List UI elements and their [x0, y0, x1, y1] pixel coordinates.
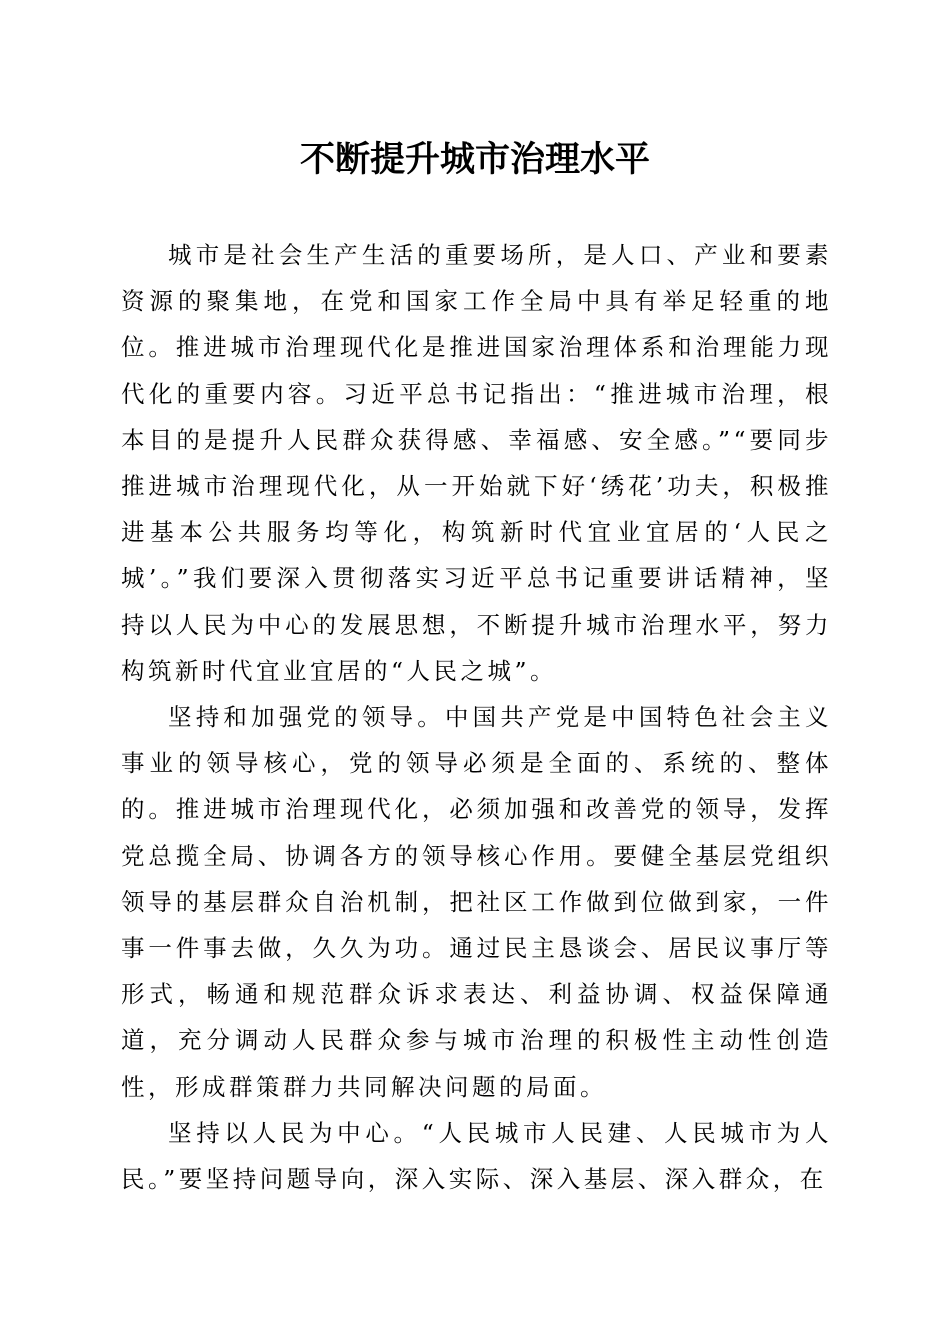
paragraph-people-centered: 坚持以人民为中心。“人民城市人民建、人民城市为人民。”要坚持问题导向，深入实际、深入基层、深入群众，在: [121, 1118, 832, 1194]
paragraph-party-leadership: 坚持和加强党的领导。中国共产党是中国特色社会主义事业的领导核心，党的领导必须是全面的、系统的、整体的。推进城市治理现代化，必须加强和改善党的领导，发挥党总揽全局、协调各方的领导核心作用。要健全基层党组织领导的基层群众自治机制，把社区工作做到位做到家，一件事一件事去做，久久为功。通过民主恳谈会、居民议事厅等形式，畅通和规范群众诉求表达、利益协调、权益保障通道，充分调动人民群众参与城市治理的积极性主动性创造性，形成群策群力共同解决问题的局面。: [121, 703, 832, 1101]
paragraph-intro: 城市是社会生产生活的重要场所，是人口、产业和要素资源的聚集地，在党和国家工作全局中具有举足轻重的地位。推进城市治理现代化是推进国家治理体系和治理能力现代化的重要内容。习近平总书记指出：“推进城市治理，根本目的是提升人民群众获得感、幸福感、安全感。”“要同步推进城市治理现代化，从一开始就下好‘绣花’功夫，积极推进基本公共服务均等化，构筑新时代宜业宜居的‘人民之城’。”我们要深入贯彻落实习近平总书记重要讲话精神，坚持以人民为中心的发展思想，不断提升城市治理水平，努力构筑新时代宜业宜居的“人民之城”。: [121, 241, 832, 685]
document-title: 不断提升城市治理水平: [299, 139, 650, 180]
document-body: [121, 232, 832, 1202]
